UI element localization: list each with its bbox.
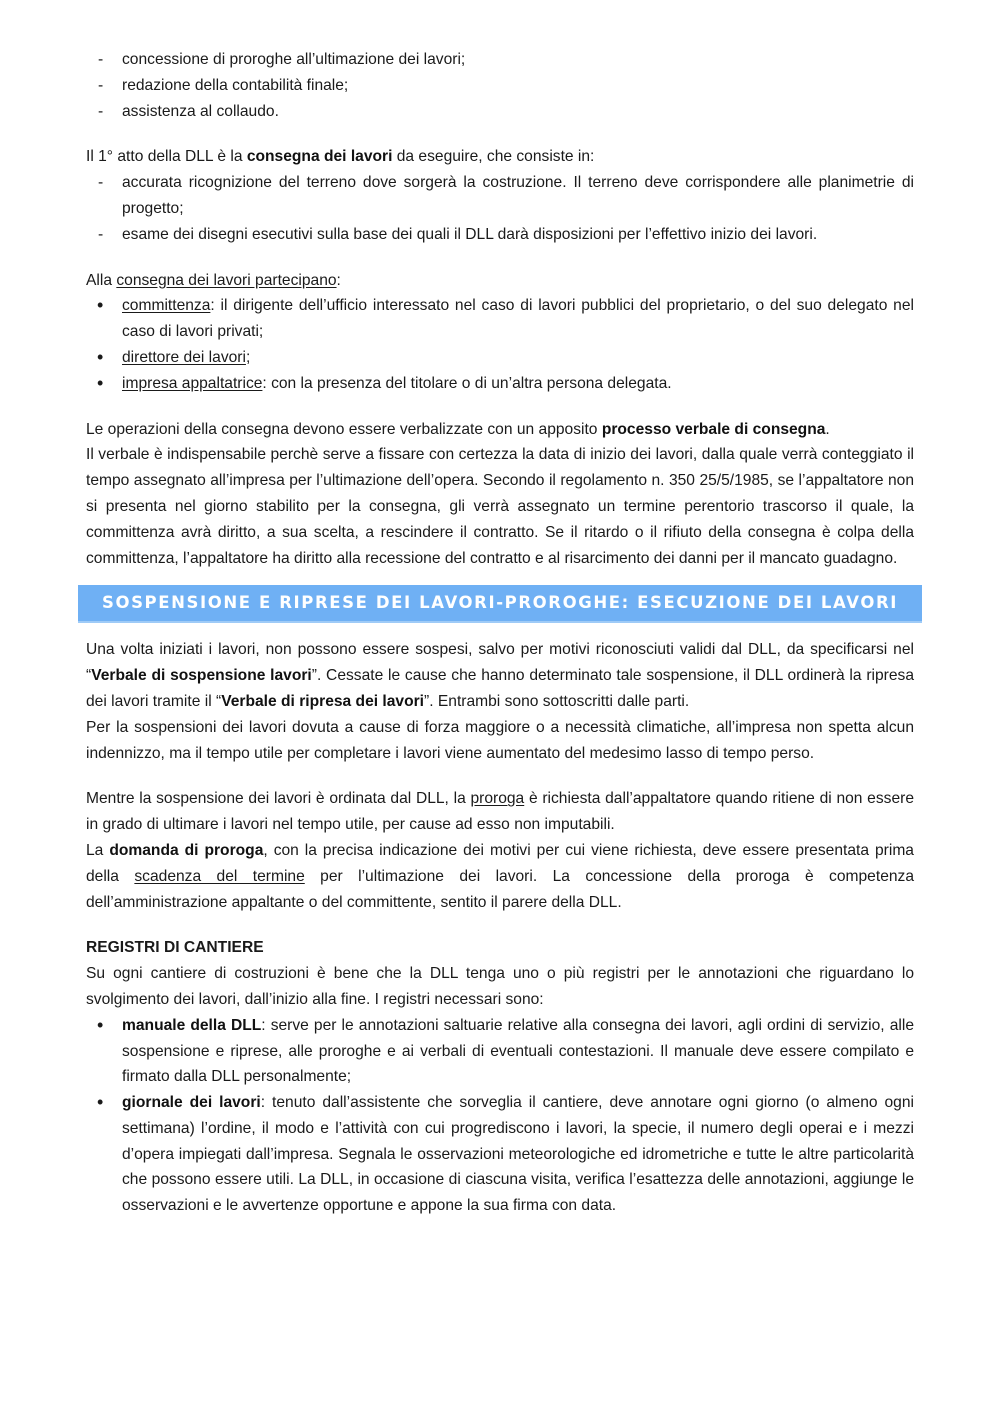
bold-term: consegna dei lavori	[246, 148, 393, 166]
bold-term: giornale dei lavori	[122, 1094, 261, 1112]
list-item: - accurata ricognizione del terreno dove sorgerà la costruzione. Il terreno deve corrispondere alle planimetrie di progetto;	[86, 170, 914, 222]
list-item: - concessione di proroghe all’ultimazione dei lavori;	[86, 47, 914, 73]
section-title: SOSPENSIONE E RIPRESE DEI LAVORI-PROROGHE: ESECUZIONE DEI LAVORI	[101, 593, 899, 613]
bold-term: domanda di proroga	[109, 841, 264, 859]
list-item: • direttore dei lavori;	[86, 345, 914, 371]
underlined-term: direttore dei lavori	[122, 348, 246, 366]
forza-maggiore-paragraph: Per la sospensioni dei lavori dovuta a cause di forza maggiore o a necessità climatiche, all’impresa non spetta alcun indennizzo, ma il tempo utile per completare i lavori viene aumentato del medesimo lasso di tempo perso.	[86, 718, 914, 762]
list-item: - redazione della contabilità finale;	[86, 73, 914, 99]
partecipanti-bullet-list	[86, 293, 914, 396]
list-item: • giornale dei lavori: tenuto dall’assistente che sorveglia il cantiere, deve annotare ogni giorno (o almeno ogni settimana) l’ordine, il modo e l’attività con cui progrediscono i lavori, la specie, il numero degli operai e i mezzi d’opera impiegati dall’impresa. Segnala le osservazioni meteorologiche ed idrometriche e tutte le altre particolarità che possono essere utili. La DLL, in occasione di ciascuna visita, verifica l’esattezza delle annotazioni, aggiunge le osservazioni e le avvertenze opportune e appone la sua firma con data.	[86, 1090, 914, 1219]
list-item: • committenza: il dirigente dell’ufficio interessato nel caso di lavori pubblici del proprietario, o del suo delegato nel caso di lavori privati;	[86, 293, 914, 345]
bold-term: manuale della DLL	[122, 1016, 262, 1034]
domanda-proroga-paragraph: La domanda di proroga, con la precisa indicazione dei motivi per cui viene richiesta, deve essere presentata prima della scadenza del termine per l’ultimazione dei lavori. La concessione della proroga è competenza dell’amministrazione appaltante o del committente, sentito il parere della DLL.	[86, 841, 915, 911]
verbale-paragraph: Il verbale è indispensabile perchè serve a fissare con certezza la data di inizio dei lavori, dalla quale verrà conteggiato il tempo assegnato all’impresa per l’ultimazione dell’opera. Secondo il regolamento n. 350 25/5/1985, se l’appaltatore non si presenta nel giorno stabilito per la consegna, gli verrà assegnato un termine perentorio trascorso il quale, la committenza avrà diritto, a sua scelta, a rescindere il contratto. Se il ritardo o il rifiuto della consegna è colpa della committenza, l’appaltatore ha diritto alla recessione del contratto e al risarcimento dei danni per il mancato guadagno.	[86, 446, 914, 567]
underlined-term: consegna dei lavori partecipano	[116, 271, 337, 289]
underlined-term: committenza	[122, 297, 211, 315]
list-item: - esame dei disegni esecutivi sulla base dei quali il DLL darà disposizioni per l’effettivo inizio dei lavori.	[86, 222, 914, 248]
bold-term: Verbale di ripresa dei lavori	[221, 692, 425, 710]
list-item: • impresa appaltatrice: con la presenza del titolare o di un’altra persona delegata.	[86, 371, 914, 397]
partecipano-line: Alla consegna dei lavori partecipano:	[86, 271, 341, 289]
sospensione-paragraph: Una volta iniziati i lavori, non possono essere sospesi, salvo per motivi riconosciuti validi dal DLL, da specificarsi nel “Verbale di sospensione lavori”. Cessate le cause che hanno determinato tale sospensione, il DLL ordinerà la ripresa dei lavori tramite il “Verbale di ripresa dei lavori”. Entrambi sono sottoscritti dalle parti.	[86, 641, 914, 710]
bold-term: Verbale di sospensione lavori	[91, 667, 312, 685]
section-header-bar	[78, 585, 922, 623]
underlined-term: proroga	[470, 790, 525, 808]
top-dash-list	[86, 47, 914, 124]
registri-intro: Su ogni cantiere di costruzioni è bene che la DLL tenga uno o più registri per le annotazioni che riguardano lo svolgimento dei lavori, dall’inizio alla fine. I registri necessari sono:	[86, 965, 914, 1008]
registri-bullet-list	[86, 1013, 914, 1219]
page-content	[86, 47, 914, 1219]
bold-term: processo verbale di consegna	[601, 420, 826, 438]
list-item: • manuale della DLL: serve per le annotazioni saltuarie relative alla consegna dei lavori, agli ordini di servizio, alle sospensione e riprese, alle proroghe e ai verbali di eventuali contestazioni. Il manuale deve essere compilato e firmato dalla DLL personalmente;	[86, 1013, 914, 1090]
consegna-dash-list	[86, 170, 914, 247]
proroga-paragraph: Mentre la sospensione dei lavori è ordinata dal DLL, la proroga è richiesta dall’appaltatore quando ritiene di non essere in grado di ultimare i lavori nel tempo utile, per cause ad esso non imputabili.	[86, 790, 914, 834]
registri-heading: REGISTRI DI CANTIERE	[86, 939, 264, 957]
list-item: - assistenza al collaudo.	[86, 99, 914, 125]
verbale-paragraph-line1: Le operazioni della consegna devono essere verbalizzate con un apposito processo verbale di consegna.	[86, 420, 830, 438]
underlined-term: impresa appaltatrice	[122, 374, 263, 392]
underlined-term: scadenza del termine	[134, 867, 305, 885]
consegna-intro: Il 1° atto della DLL è la consegna dei lavori da eseguire, che consiste in:	[86, 148, 595, 166]
